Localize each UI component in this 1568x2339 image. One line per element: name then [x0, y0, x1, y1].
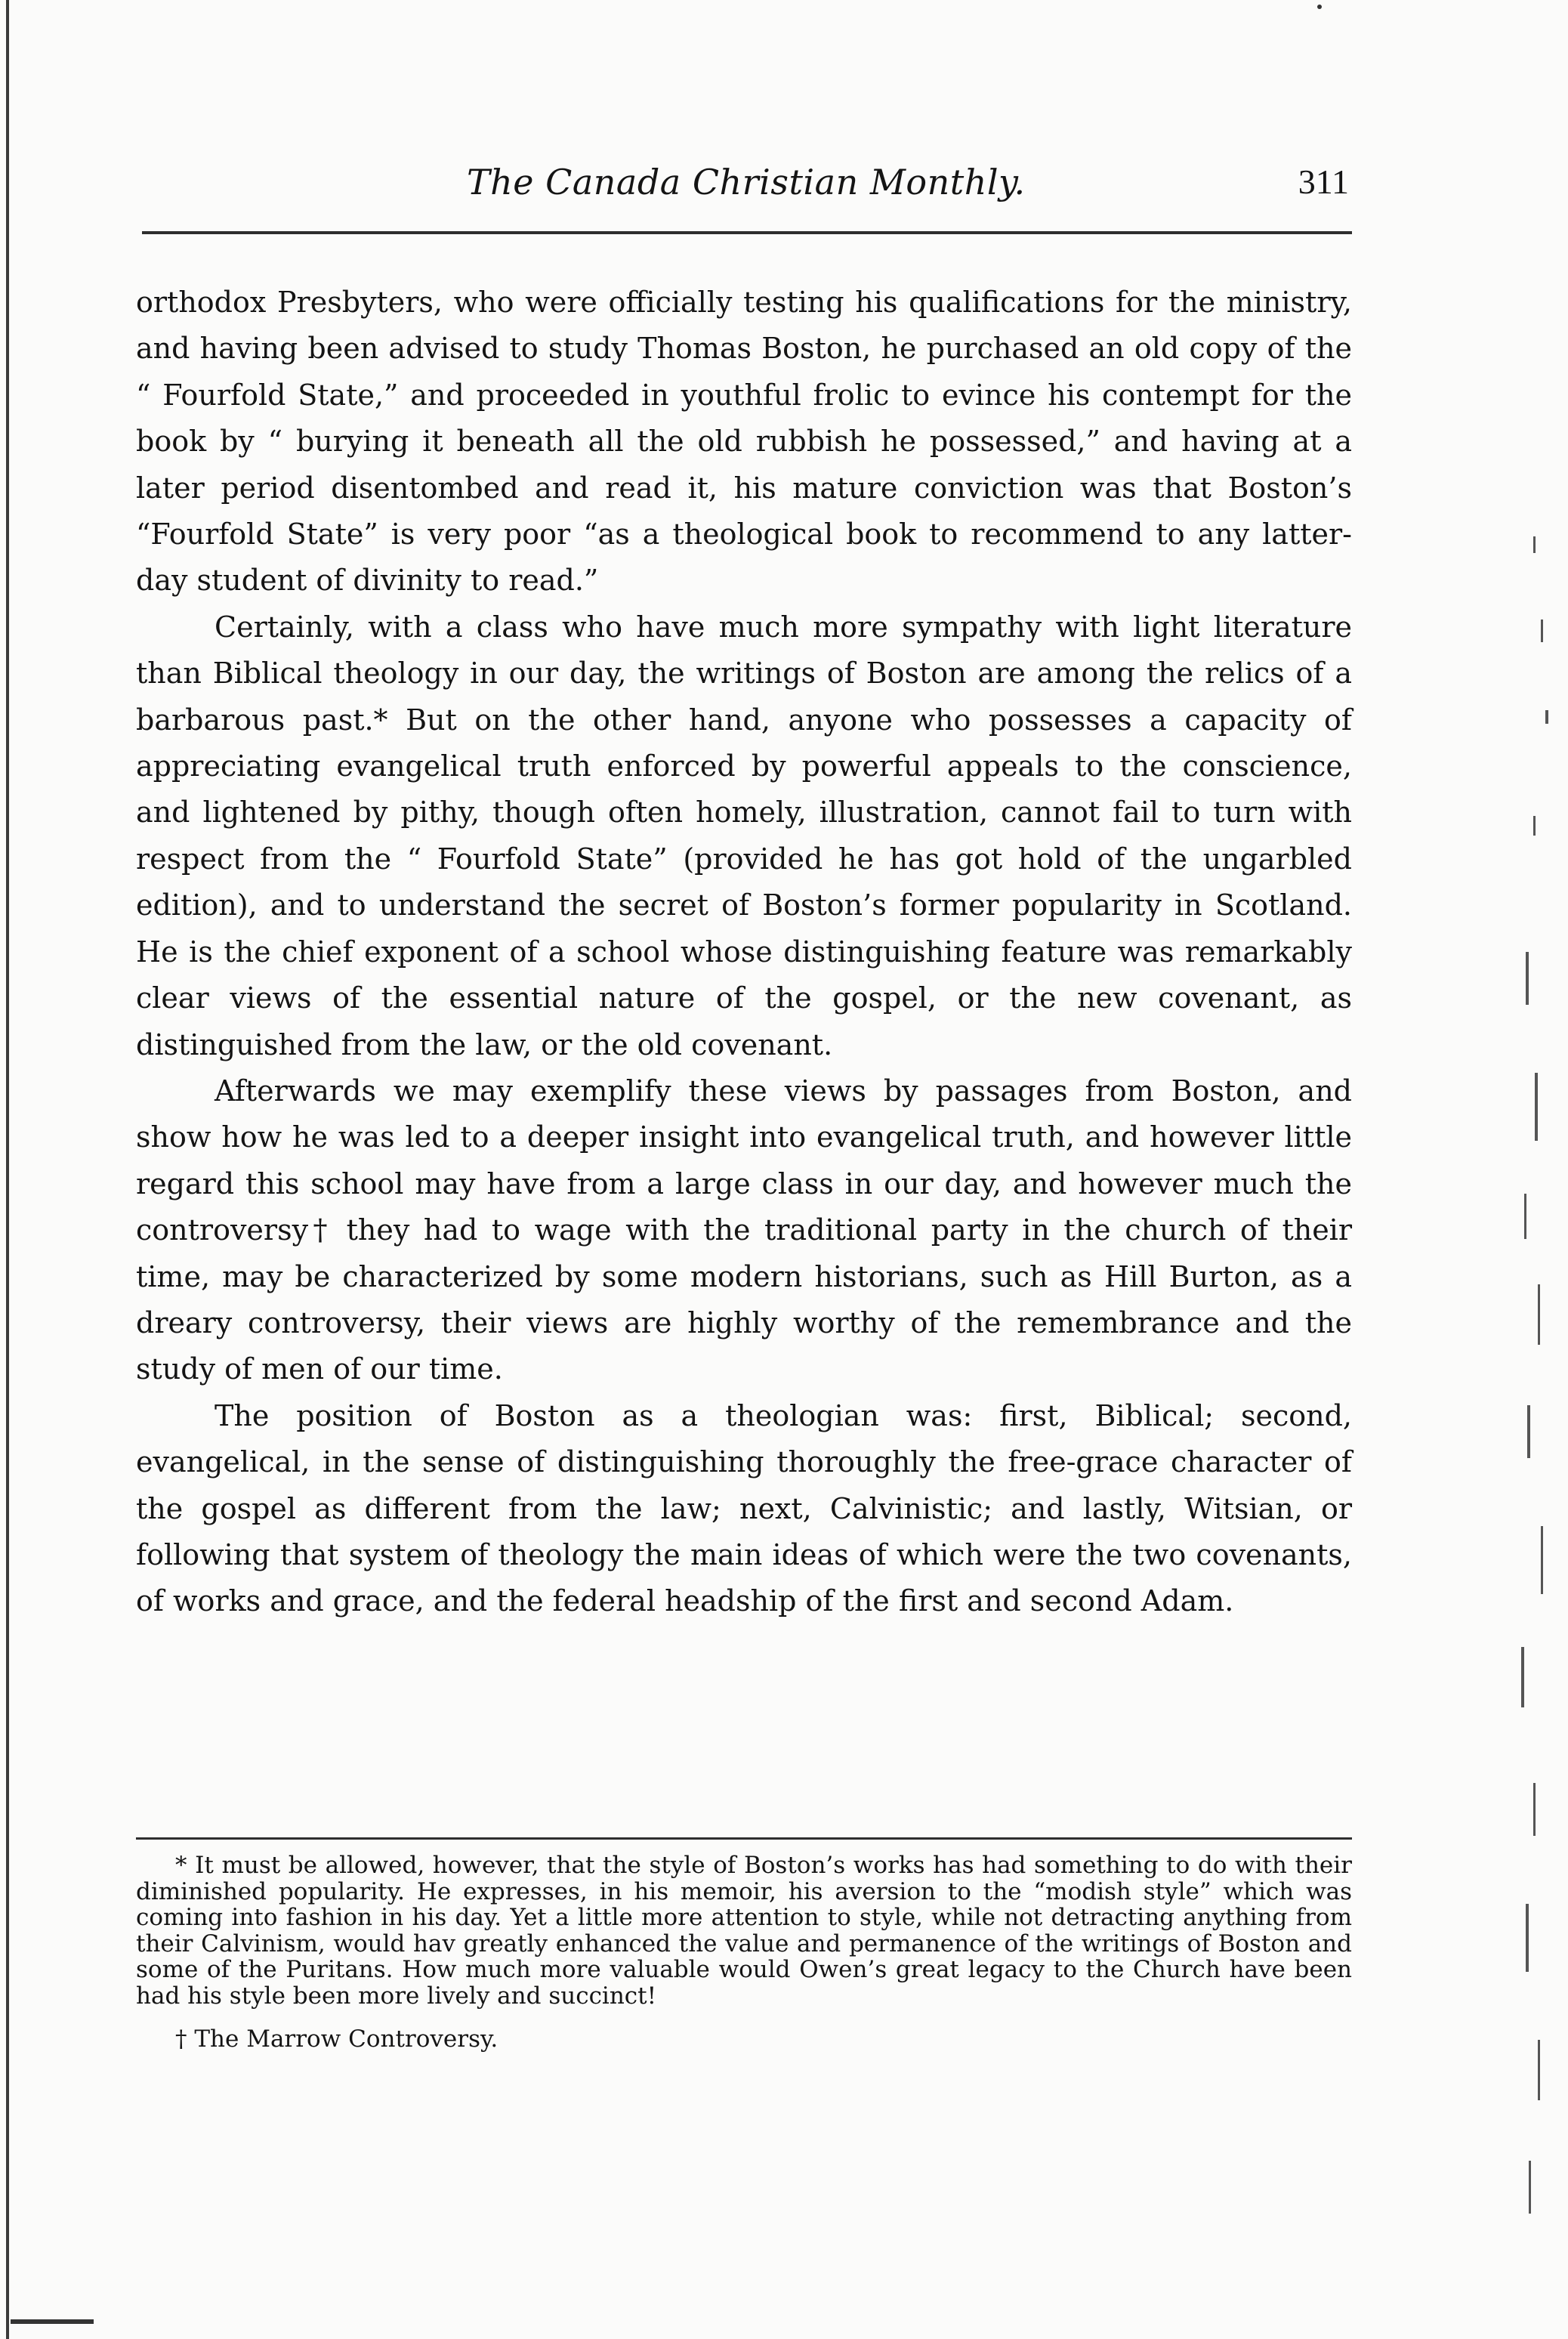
running-header [142, 159, 1352, 212]
binding-edge-line [6, 0, 9, 2339]
journal-title: The Canada Christian Monthly. [467, 162, 1026, 202]
paragraph: The position of Boston as a theologian was: first, Biblical; second, evangelical, in the sense of distinguishing thoroughly the free-grace character of the gospel as different from the law; next, Calvinistic; and lastly, Witsian, or following that system of theology the main ideas of which were the two covenants, of works and grace, and the federal headship of the first and second Adam. [136, 1398, 1352, 1618]
paragraph: Certainly, with a class who have much more sympathy with light literature than Biblical theology in our day, the writings of Boston are among the relics of a barbarous past.* But on the other hand, anyone who possesses a capacity of appreciating evangelical truth enforced by powerful appeals to the conscience, and lightened by pithy, though often homely, illustration, cannot fail to turn with respect from the “ Fourfold State” (provided he has got hold of the ungarbled edition), and to understand the secret of Boston’s former popularity in Scotland. He is the chief exponent of a school whose distinguishing feature was remarkably clear views of the essential nature of the gospel, or the new covenant, as distinguished from the law, or the old covenant. [136, 610, 1352, 1061]
footnote-rule [136, 1837, 1352, 1840]
footnote-style: * It must be allowed, however, that the style of Boston’s works has had something to do with their diminished popularity. He expresses, in his memoir, his aversion to the “modish style” which was coming into fashion in his day. Yet a little more attention to style, while not detracting anything from their Calvinism, would hav greatly enhanced the value and permanence of the writings of Boston and some of the Puritans. How much more valuable would Owen’s great legacy to the Church have been had his style been more lively and succinct! [136, 1852, 1352, 2010]
paragraph: Afterwards we may exemplify these views by passages from Boston, and show how he was led to a deeper insight into evangelical truth, and however little regard this school may have from a large class in our day, and however much the controversy† they had to wage with the traditional party in the church of their time, may be characterized by some modern historians, such as Hill Burton, as a dreary controversy, their views are highly worthy of the remembrance and the study of men of our time. [136, 1074, 1352, 1386]
page-edge-specks [1480, 423, 1563, 2251]
scan-speck [1317, 5, 1322, 9]
paragraph: orthodox Presbyters, who were officially testing his qualifications for the ministry, and having been advised to study Thomas Boston, he purchased an old copy of the “ Fourfold State,” and proceeded in youthful frolic to evince his contempt for the book by “ burying it beneath all the old rubbish he possessed,” and having at a later period disentombed and read it, his mature conviction was that Boston’s “Fourfold State” is very poor “as a theological book to recommend to any latter-day student of divinity to read.” [136, 286, 1352, 598]
article-body [136, 280, 1352, 1625]
footnote-marrow: † The Marrow Controversy. [175, 2025, 498, 2053]
header-rule [142, 231, 1352, 234]
scan-edge-mark [11, 2319, 94, 2324]
page-number: 311 [1298, 162, 1349, 201]
footnotes [136, 1852, 1352, 2052]
